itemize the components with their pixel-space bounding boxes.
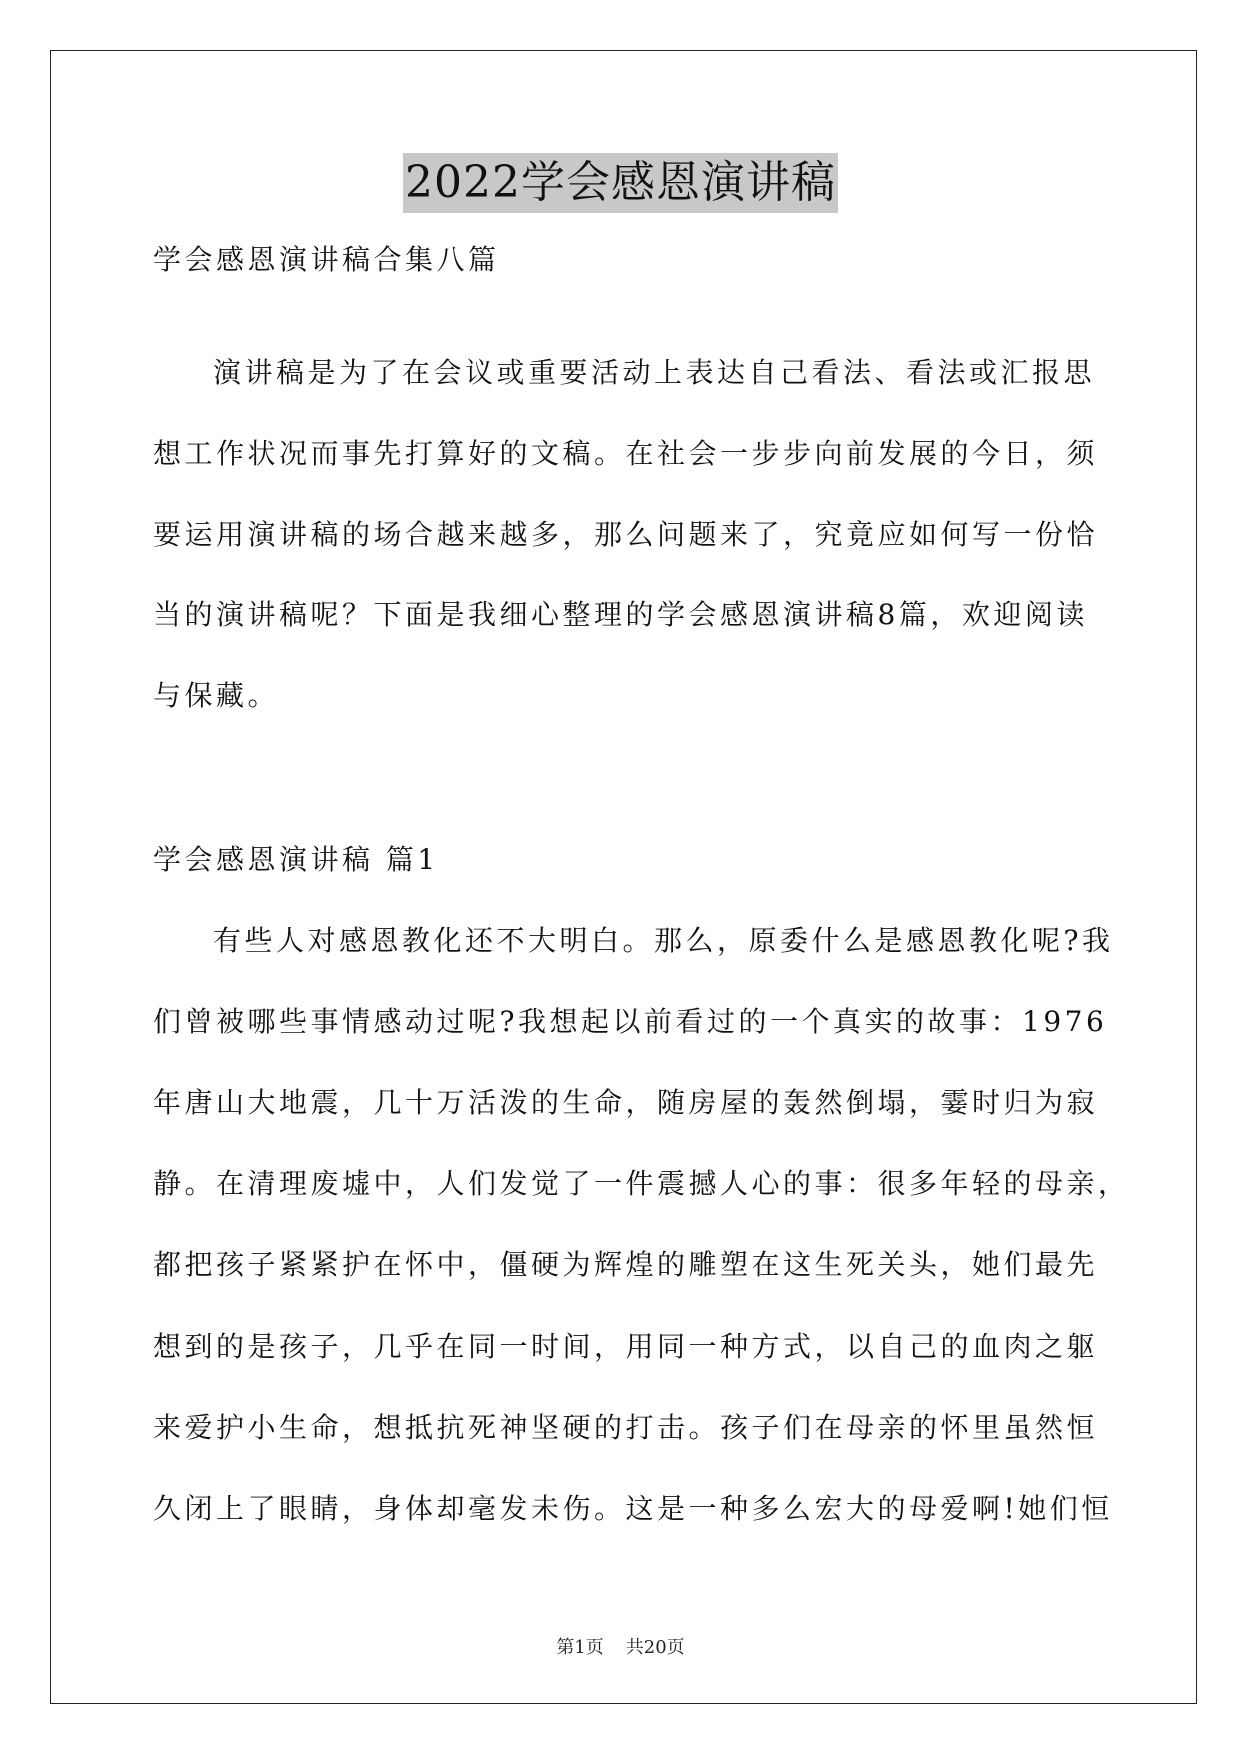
section-line-4: 静。在清理废墟中，人们发觉了一件震撼人心的事：很多年轻的母亲， <box>153 1167 1130 1200</box>
intro-line-5: 与保藏。 <box>153 679 280 712</box>
section-line-6: 想到的是孩子，几乎在同一时间，用同一种方式，以自己的血肉之躯 <box>153 1330 1099 1363</box>
section-line-5: 都把孩子紧紧护在怀中，僵硬为辉煌的雕塑在这生死关头，她们最先 <box>153 1248 1099 1281</box>
section-line-2: 们曾被哪些事情感动过呢?我想起以前看过的一个真实的故事：1976 <box>153 1005 1108 1038</box>
section-line-7: 来爱护小生命，想抵抗死神坚硬的打击。孩子们在母亲的怀里虽然恒 <box>153 1411 1099 1444</box>
page-number-total: 共20页 <box>625 1637 685 1658</box>
section-line-3: 年唐山大地震，几十万活泼的生命，随房屋的轰然倒塌，霎时归为寂 <box>153 1086 1099 1119</box>
page-footer <box>0 1636 1241 1660</box>
section-line-1: 有些人对感恩教化还不大明白。那么，原委什么是感恩教化呢?我 <box>213 924 1114 957</box>
intro-line-1: 演讲稿是为了在会议或重要活动上表达自己看法、看法或汇报思 <box>213 356 1096 389</box>
document-subtitle: 学会感恩演讲稿合集八篇 <box>153 243 500 276</box>
intro-line-4: 当的演讲稿呢？下面是我细心整理的学会感恩演讲稿8篇，欢迎阅读 <box>153 598 1088 631</box>
intro-line-2: 想工作状况而事先打算好的文稿。在社会一步步向前发展的今日，须 <box>153 437 1099 470</box>
title-wrap <box>0 153 1241 213</box>
page-number-current: 第1页 <box>556 1637 604 1658</box>
document-title: 2022学会感恩演讲稿 <box>403 153 838 213</box>
section-line-8: 久闭上了眼睛，身体却毫发未伤。这是一种多么宏大的母爱啊!她们恒 <box>153 1492 1113 1525</box>
section-heading: 学会感恩演讲稿 篇1 <box>153 843 439 876</box>
intro-line-3: 要运用演讲稿的场合越来越多，那么问题来了，究竟应如何写一份恰 <box>153 518 1099 551</box>
